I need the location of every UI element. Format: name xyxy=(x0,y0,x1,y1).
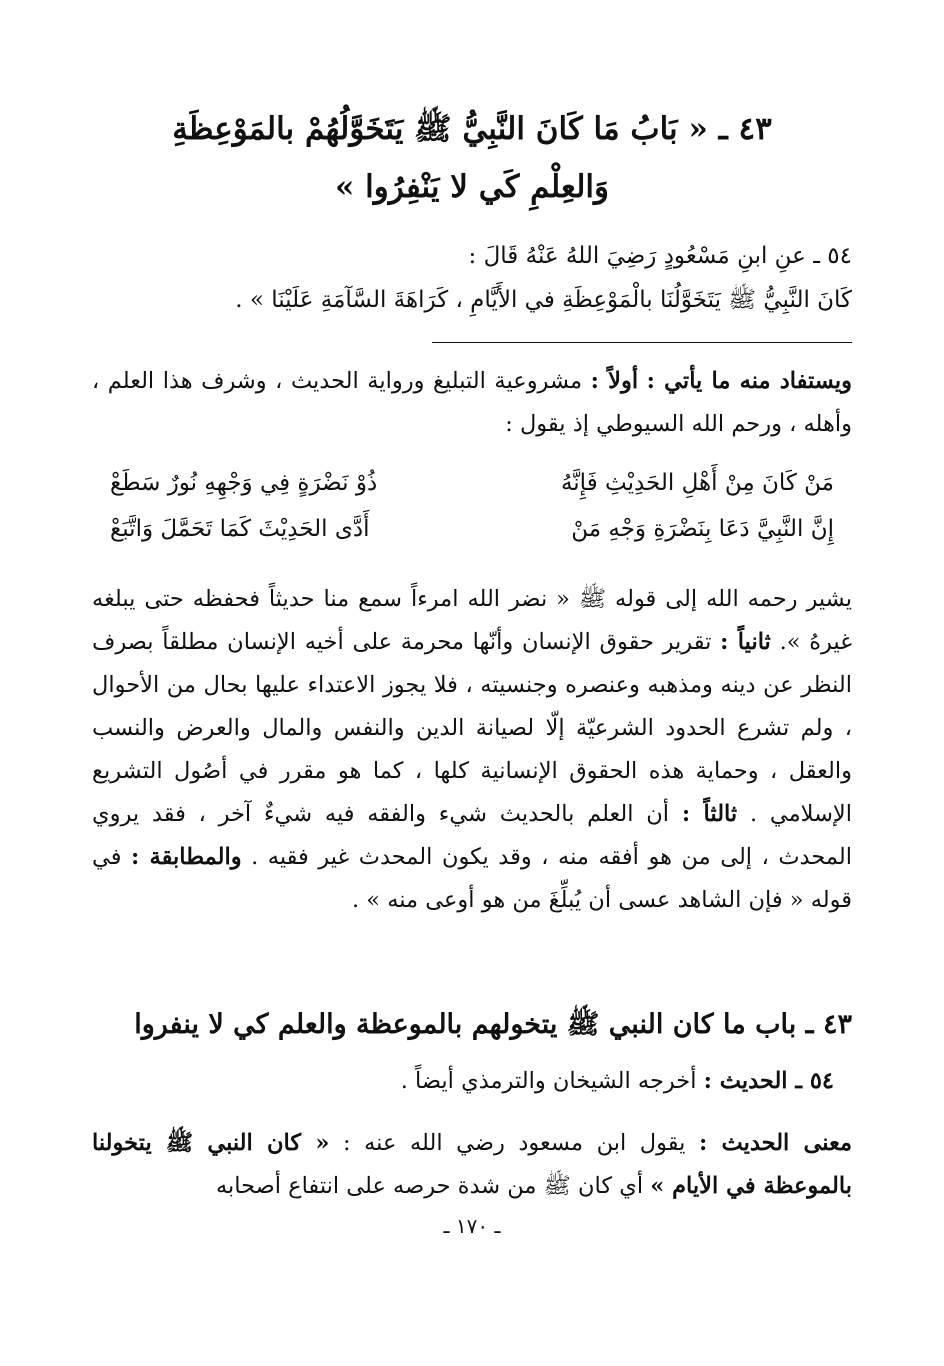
poem-verse-1-second-half: ذُوْ نَضْرَةٍ فِي وَجْهِهِ نُورٌ سَطَعْ xyxy=(110,470,378,496)
poem-verse-1 xyxy=(110,460,834,506)
benefits-lead: ويستفاد منه ما يأتي : xyxy=(646,368,853,394)
point-third-label: ثالثاً : xyxy=(681,801,738,827)
hadith-body: كَانَ النَّبِيُّ ﷺ يَتَخَوَّلُنَا بالْمَوْعِظَةِ في الأَيَّامِ ، كَرَاهَةَ السَّآمَةِ عَلَيْنَا » . xyxy=(235,287,852,313)
commentary-paragraph xyxy=(92,578,852,922)
hadith-source-label: ٥٤ ـ الحديث : xyxy=(703,1068,834,1094)
chapter-heading xyxy=(92,100,852,216)
hadith-meaning xyxy=(92,1122,852,1208)
commentary-text-4: في قوله « فإن الشاهد عسى أن يُبلِّغَ من هو أوعى منه » . xyxy=(92,844,852,913)
benefits-paragraph xyxy=(92,360,852,446)
hadith-source xyxy=(92,1060,834,1103)
point-second-label: ثانياً : xyxy=(720,629,771,655)
point-first-text: مشروعية التبليغ ورواية الحديث ، وشرف هذا العلم ، وأهله ، ورحم الله السيوطي إذ يقول : xyxy=(92,368,852,437)
poem-verse-2 xyxy=(110,506,834,552)
commentary-text-1: يشير رحمه الله إلى قوله ﷺ « نضر الله امرءاً سمع منا حديثاً فحفظه حتى يبلغه غيرهُ ». xyxy=(92,586,852,655)
commentary-text-3: أن العلم بالحديث شيء والفقه فيه شيءٌ آخر ، فقد يروي المحدث ، إلى من هو أفقه منه ، وقد يكون المحدث غير فقيه . xyxy=(92,801,852,870)
poem-verse-2-second-half: أَدَّى الحَدِيْثَ كَمَا تَحَمَّلَ وَاتَّبَعْ xyxy=(110,516,370,542)
separator-rule xyxy=(432,342,852,343)
point-first-label: أولاً : xyxy=(590,368,639,394)
poem-verse-2-first-half: إِنَّ النَّبِيَّ دَعَا بِنَضْرَةِ وَجْهِ مَنْ xyxy=(571,516,834,542)
correspondence-label: والمطابقة : xyxy=(131,844,242,870)
hadith-meaning-text-2: أي كان ﷺ من شدة حرصه على انتفاع أصحابه xyxy=(215,1173,644,1199)
hadith-meaning-quote: « كان النبي ﷺ يتخولنا بالموعظة في الأيام » xyxy=(92,1130,852,1199)
chapter-heading-line-2: وَالعِلْمِ كَي لا يَنْفِرُوا » xyxy=(334,169,610,205)
hadith-meaning-label: معنى الحديث : xyxy=(698,1130,852,1156)
hadith-intro: ٥٤ ـ عنِ ابنِ مَسْعُودٍ رَضِيَ اللهُ عَنْهُ قَالَ : xyxy=(468,243,852,269)
hadith-text xyxy=(92,234,852,322)
chapter-heading-line-1: ٤٣ ـ « بَابُ مَا كَانَ النَّبِيُّ ﷺ يَتَخَوَّلُهُمْ بالمَوْعِظَةِ xyxy=(172,111,772,147)
hadith-meaning-text-1: يقول ابن مسعود رضي الله عنه : xyxy=(342,1130,686,1156)
chapter-heading-repeat: ٤٣ ـ باب ما كان النبي ﷺ يتخولهم بالموعظة والعلم كي لا ينفروا xyxy=(134,1009,852,1040)
page-number: ـ ١٧٠ ـ xyxy=(443,1214,501,1238)
commentary-text-2: تقرير حقوق الإنسان وأنّها محرمة على أخيه الإنسان مطلقاً بصرف النظر عن دينه ومذهبه وعنصره وجنسيته ، فلا يجوز الاعتداء عليها بحال من الأحوال ، ولم تشرع الحدود الشرعيّة إلّا لصيانة الدين والنفس والمال والعرض والنسب والعقل ، وحماية هذه الحقوق الإنسانية كلها ، كما هو مقرر في أصُول التشريع الإسلامي . xyxy=(92,629,853,827)
poem-verse-1-first-half: مَنْ كَانَ مِنْ أَهْلِ الحَدِيْثِ فَإِنَّهُ xyxy=(560,470,834,496)
hadith-source-text: أخرجه الشيخان والترمذي أيضاً . xyxy=(400,1068,697,1094)
poem xyxy=(110,460,834,552)
